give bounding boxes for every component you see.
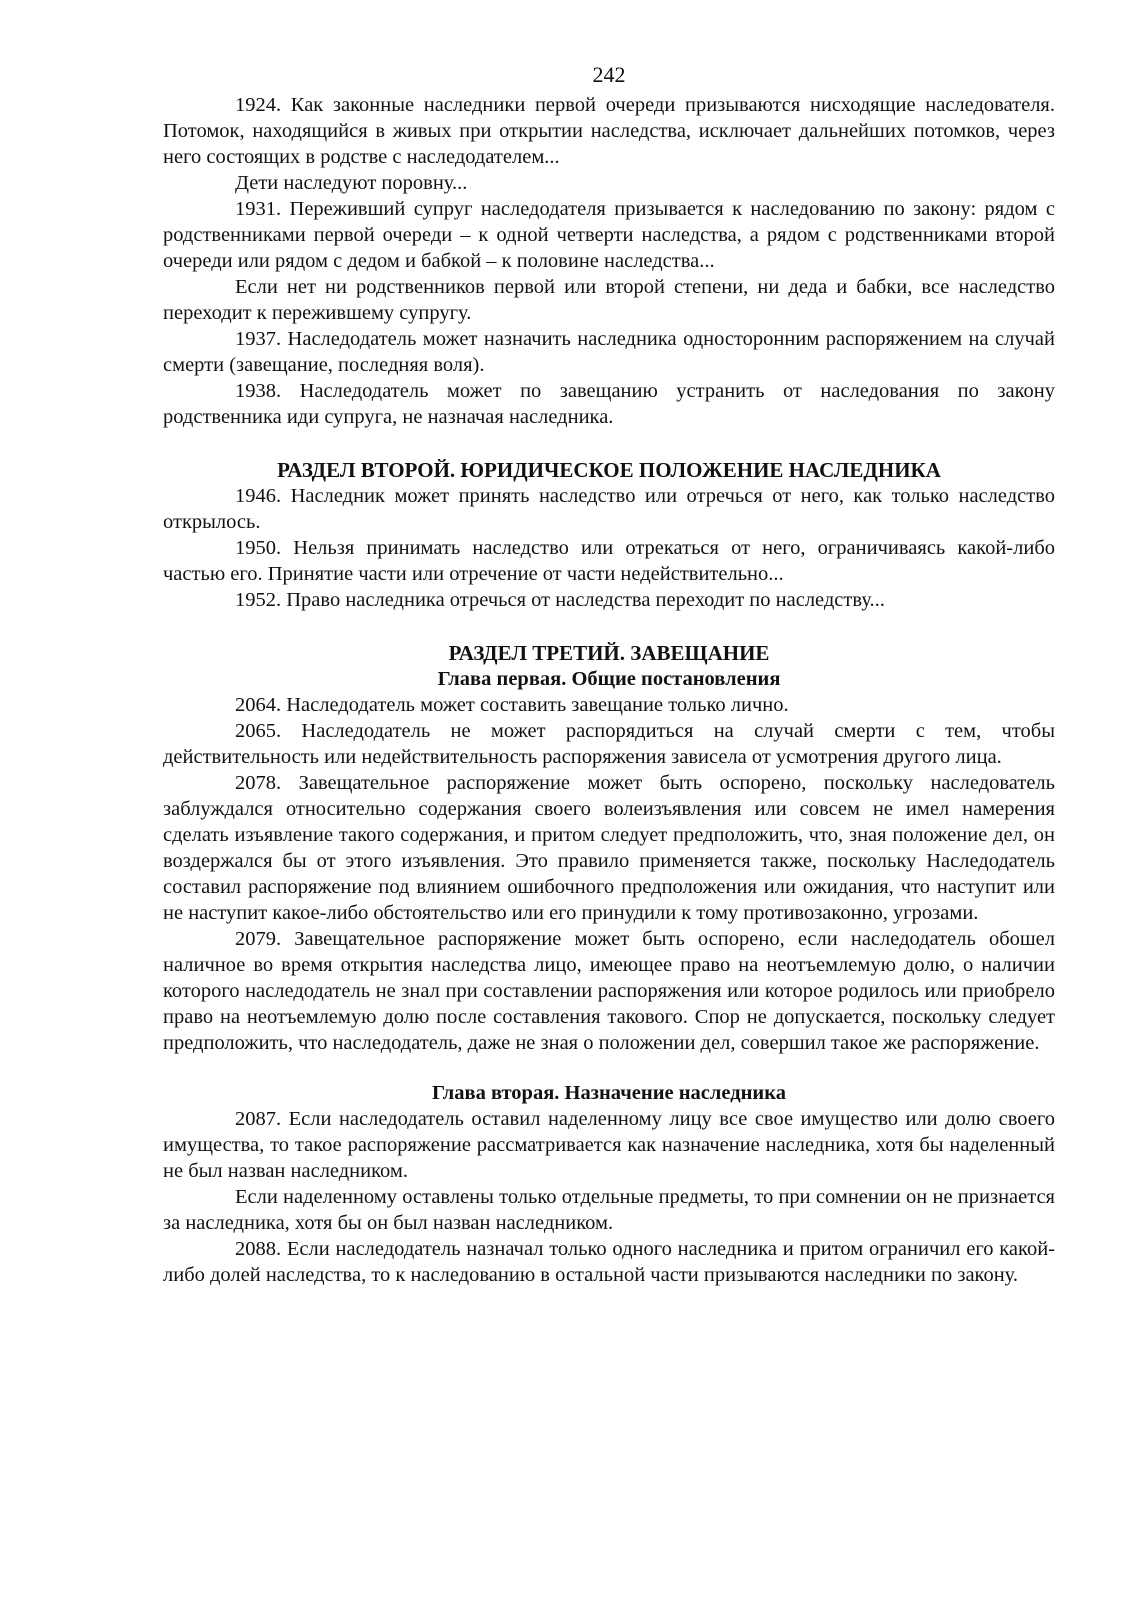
paragraph-2064: 2064. Наследодатель может составить завещание только лично. bbox=[235, 694, 789, 716]
paragraph-1938: 1938. Наследодатель может по завещанию устранить от наследования по закону родственника иди супруга, не назначая наследника. bbox=[163, 380, 1055, 428]
page-number: 242 bbox=[592, 62, 626, 87]
document-page bbox=[163, 62, 1055, 1288]
paragraph-1931: 1931. Переживший супруг наследодателя призывается к наследованию по закону: рядом с родственниками первой очереди – к одной четверти наследства, а рядом с родственниками второй очереди или рядом с дедом и бабкой – к половине наследства... bbox=[163, 198, 1055, 272]
paragraph-1937: 1937. Наследодатель может назначить наследника односторонним распоряжением на случай смерти (завещание, последняя воля). bbox=[163, 328, 1055, 376]
chapter-heading-1: Глава первая. Общие постановления bbox=[437, 668, 781, 690]
paragraph-1946: 1946. Наследник может принять наследство или отречься от него, как только наследство открылось. bbox=[163, 485, 1055, 533]
paragraph-children-equal: Дети наследуют поровну... bbox=[235, 172, 468, 194]
paragraph-no-relatives: Если нет ни родственников первой или второй степени, ни деда и бабки, все наследство переходит к пережившему супругу. bbox=[163, 276, 1055, 324]
spacer bbox=[163, 613, 1055, 640]
paragraph-2088: 2088. Если наследодатель назначал только одного наследника и притом ограничил его какой-либо долей наследства, то к наследованию в остальной части призываются наследники по закону. bbox=[163, 1238, 1055, 1286]
paragraph-1924: 1924. Как законные наследники первой очереди призываются нисходящие наследователя. Потомок, находящийся в живых при открытии наследства, исключает дальнейших потомков, через него состоящих в родстве с наследодателем... bbox=[163, 94, 1055, 168]
paragraph-1950: 1950. Нельзя принимать наследство или отрекаться от него, ограничиваясь какой-либо частью его. Принятие части или отречение от части недействительно... bbox=[163, 537, 1055, 585]
paragraph-separate-items: Если наделенному оставлены только отдельные предметы, то при сомнении он не признается за наследника, хотя бы он был назван наследником. bbox=[163, 1186, 1055, 1234]
section-heading-2: РАЗДЕЛ ВТОРОЙ. ЮРИДИЧЕСКОЕ ПОЛОЖЕНИЕ НАСЛЕДНИКА bbox=[277, 458, 941, 482]
paragraph-2087: 2087. Если наследодатель оставил наделенному лицу все свое имущество или долю своего имущества, то такое распоряжение рассматривается как назначение наследника, хотя бы наделенный не был назван наследником. bbox=[163, 1108, 1055, 1182]
paragraph-2065: 2065. Наследодатель не может распорядиться на случай смерти с тем, чтобы действительность или недействительность распоряжения зависела от усмотрения другого лица. bbox=[163, 720, 1055, 768]
spacer bbox=[163, 1056, 1055, 1080]
paragraph-1952: 1952. Право наследника отречься от наследства переходит по наследству... bbox=[235, 589, 885, 611]
spacer bbox=[163, 430, 1055, 457]
chapter-heading-2: Глава вторая. Назначение наследника bbox=[432, 1082, 786, 1104]
paragraph-2078: 2078. Завещательное распоряжение может быть оспорено, поскольку наследователь заблуждался относительно содержания своего волеизъявления или совсем не имел намерения сделать изъявление такого содержания, и притом следует предположить, что, зная положение дел, он воздержался бы от этого изъявления. Это правило применяется также, поскольку Наследодатель составил распоряжение под влиянием ошибочного предположения или ожидания, что наступит или не наступит какое-либо обстоятельство или его принудили к тому противозаконно, угрозами. bbox=[163, 772, 1055, 924]
paragraph-2079: 2079. Завещательное распоряжение может быть оспорено, если наследодатель обошел наличное во время открытия наследства лицо, имеющее право на неотъемлемую долю, о наличии которого наследодатель не знал при составлении распоряжения или которое родилось или приобрело право на неотъемлемую долю после составления такового. Спор не допускается, поскольку следует предположить, что наследодатель, даже не зная о положении дел, совершил такое же распоряжение. bbox=[163, 928, 1055, 1054]
section-heading-3: РАЗДЕЛ ТРЕТИЙ. ЗАВЕЩАНИЕ bbox=[448, 641, 770, 665]
